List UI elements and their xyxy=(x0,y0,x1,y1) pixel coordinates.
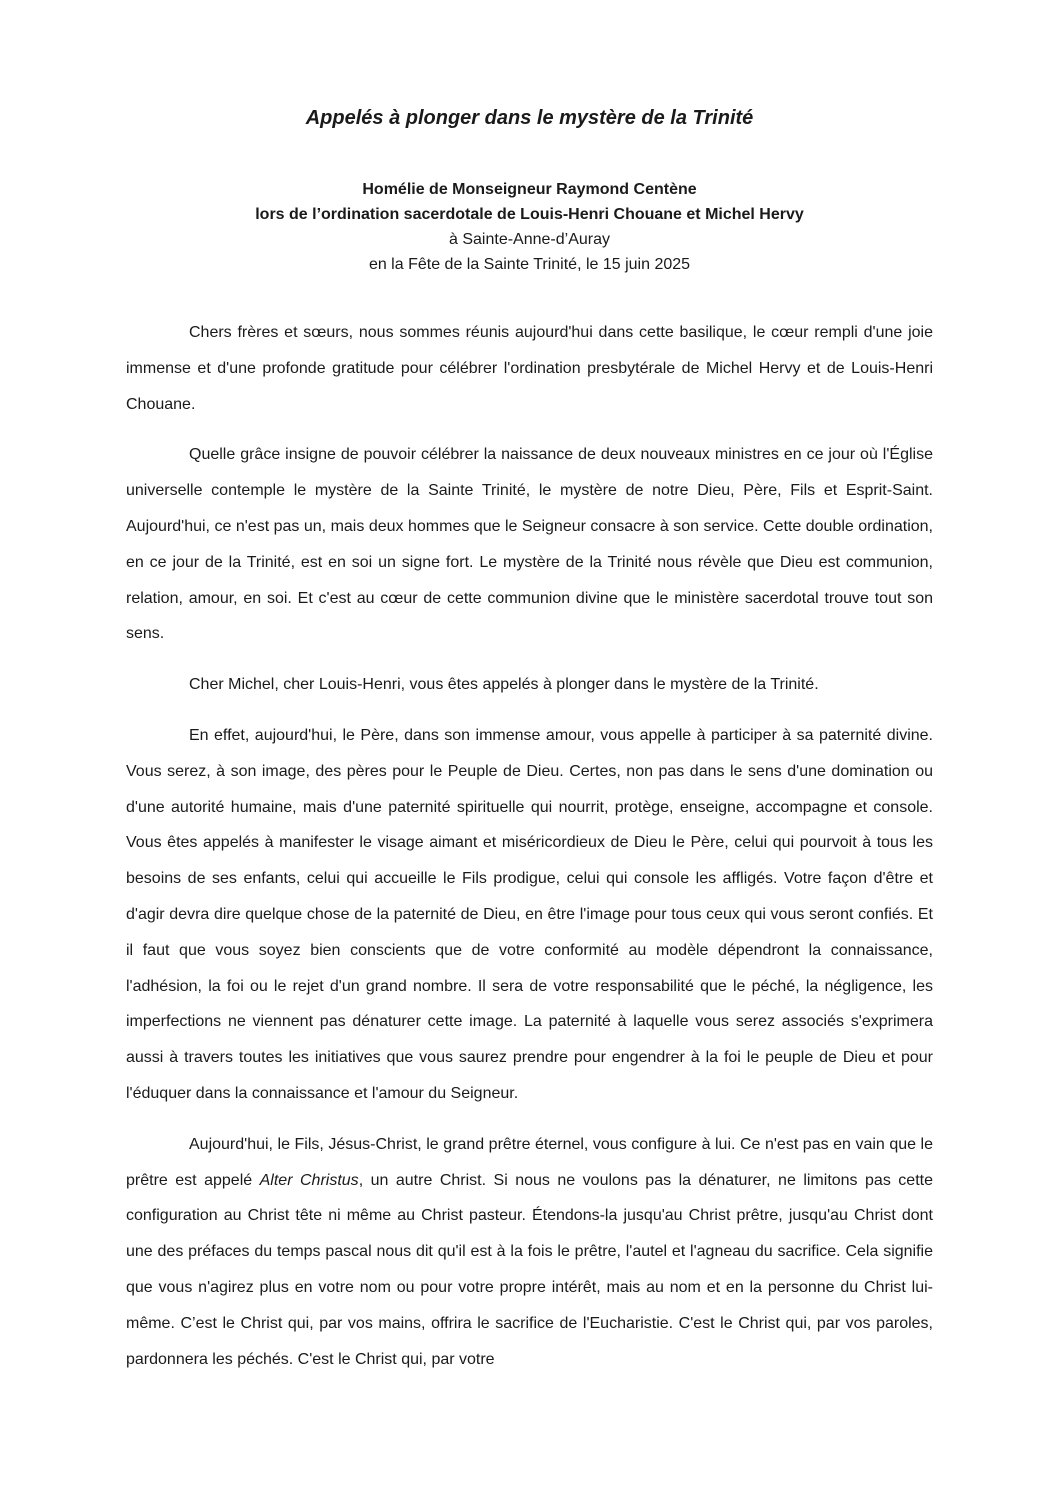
homily-body xyxy=(126,315,933,1377)
page-title: Appelés à plonger dans le mystère de la Trinité xyxy=(305,107,754,129)
paragraph-2: Quelle grâce insigne de pouvoir célébrer la naissance de deux nouveaux ministres en ce jour où l'Église universelle contemple le mystère de la Sainte Trinité, le mystère de notre Dieu, Père, Fils et Esprit-Saint. Aujourd'hui, ce n'est pas un, mais deux hommes que le Seigneur consacre à son service. Cette double ordination, en ce jour de la Trinité, est en soi un signe fort. Le mystère de la Trinité nous révèle que Dieu est communion, relation, amour, en soi. Et c'est au cœur de cette communion divine que le ministère sacerdotal trouve tout son sens. xyxy=(126,446,933,643)
paragraph-5-italic-term: Alter Christus xyxy=(259,1171,359,1189)
homily-header xyxy=(126,177,933,277)
header-date-line: en la Fête de la Sainte Trinité, le 15 juin 2025 xyxy=(368,256,691,273)
paragraph-4: En effet, aujourd'hui, le Père, dans son immense amour, vous appelle à participer à sa paternité divine. Vous serez, à son image, des pères pour le Peuple de Dieu. Certes, non pas dans le sens d'une domination ou d'une autorité humaine, mais d'une paternité spirituelle qui nourrit, protège, enseigne, accompagne et console. Vous êtes appelés à manifester le visage aimant et miséricordieux de Dieu le Père, celui qui pourvoit à tous les besoins de ses enfants, celui qui accueille le Fils prodigue, celui qui console les affligés. Votre façon d'être et d'agir devra dire quelque chose de la paternité de Dieu, en être l'image pour tous ceux qui vous seront confiés. Et il faut que vous soyez bien conscients que de votre conformité au modèle dépendront la connaissance, l'adhésion, la foi ou le rejet d'un grand nombre. Il sera de votre responsabilité que le péché, la négligence, les imperfections ne viennent pas dénaturer cette image. La paternité à laquelle vous serez associés s'exprimera aussi à travers toutes les initiatives que vous saurez prendre pour engendrer à la foi le peuple de Dieu et pour l'éduquer dans la connaissance et l'amour du Seigneur. xyxy=(126,726,933,1102)
header-place-line: à Sainte-Anne-d’Auray xyxy=(449,231,610,248)
paragraph-1: Chers frères et sœurs, nous sommes réunis aujourd'hui dans cette basilique, le cœur rempli d'une joie immense et d'une profonde gratitude pour célébrer l'ordination presbytérale de Michel Hervy et de Louis-Henri Chouane. xyxy=(126,324,933,413)
paragraph-3: Cher Michel, cher Louis-Henri, vous êtes appelés à plonger dans le mystère de la Trinité. xyxy=(189,676,819,694)
paragraph-5 xyxy=(126,1127,933,1378)
header-author-line: Homélie de Monseigneur Raymond Centène xyxy=(362,181,697,198)
paragraph-5-part-2: , un autre Christ. Si nous ne voulons pas la dénaturer, ne limitons pas cette configuration au Christ tête ni même au Christ pasteur. Étendons-la jusqu'au Christ prêtre, jusqu'au Christ dont une des préfaces du temps pascal nous dit qu'il est à la fois le prêtre, l'autel et l'agneau du sacrifice. Cela signifie que vous n'agirez plus en votre nom ou pour votre propre intérêt, mais au nom et en la personne du Christ lui-même. C’est le Christ qui, par vos mains, offrira le sacrifice de l'Eucharistie. C'est le Christ qui, par vos paroles, pardonnera les péchés. C'est le Christ qui, par votre xyxy=(126,1171,933,1368)
paragraph-5-part-1: Aujourd'hui, le Fils, Jésus-Christ, le grand prêtre éternel, vous configure à lui. Ce n'est pas en vain que le prêtre est appelé xyxy=(126,1135,933,1189)
header-occasion-line: lors de l’ordination sacerdotale de Louis-Henri Chouane et Michel Hervy xyxy=(255,206,804,223)
